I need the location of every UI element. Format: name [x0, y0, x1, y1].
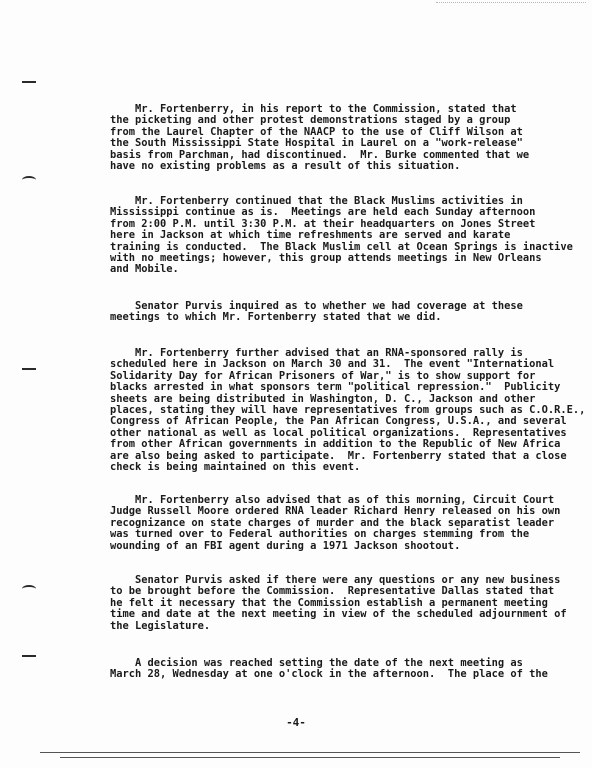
margin-mark: [22, 368, 36, 370]
margin-mark: [22, 81, 36, 83]
bottom-rule: [60, 757, 560, 758]
bottom-rule: [40, 752, 580, 753]
margin-mark: [22, 585, 36, 593]
paragraph-rna-rally: Mr. Fortenberry further advised that an RNA-sponsored rally is scheduled here in Jackson on March 30 and 31. The event "International Solidarity Day for African Prisoners of War," is to show support for blacks arrested in what sponsors term "political repression." Publicity sheets are being distributed in Washington, D. C., Jackson and other places, stating they will have representatives from groups such as C.O.R.E., Congress of African People, the Pan African Congress, U.S.A., and several other national as well as local political organizations. Representatives from other African governments in addition to the Republic of New Africa are also being asked to participate. Mr. Fortenberry stated that a close check is being maintained on this event.: [110, 347, 586, 474]
page-number: -4-: [286, 716, 306, 729]
paragraph-circuit-court: Mr. Fortenberry also advised that as of this morning, Circuit Court Judge Russell Moore ordered RNA leader Richard Henry released on his own recognizance on state charges of murder and the black separatist leader was turned over to Federal authorities on charges stemming from the wounding of an FBI agent during a 1971 Jackson shootout.: [110, 494, 561, 552]
paragraph-picketing: Mr. Fortenberry, in his report to the Commission, stated that the picketing and other protest demonstrations staged by a group from the Laurel Chapter of the NAACP to the use of Cliff Wilson at the South Mississippi State Hospital in Laurel on a "work-release" basis from Parchman, had discontinued. Mr. Burke commented that we have no existing problems as a result of this situation.: [110, 103, 530, 173]
paragraph-new-business: Senator Purvis asked if there were any questions or any new business to be brought before the Commission. Representative Dallas stated that he felt it necessary that the Commission establish a permanent meeting time and date at the next meeting in view of the scheduled adjournment of the Legislature.: [110, 574, 567, 632]
paragraph-coverage: Senator Purvis inquired as to whether we had coverage at these meetings to which Mr. Fortenberry stated that we did.: [110, 300, 523, 324]
margin-mark: [22, 176, 36, 184]
paragraph-black-muslims: Mr. Fortenberry continued that the Black Muslims activities in Mississippi continue as is. Meetings are held each Sunday afternoon from 2:00 P.M. until 3:30 P.M. at their headquarters on Jones Street here in Jackson at which time refreshments are served and karate training is conducted. The Black Muslim cell at Ocean Springs is inactive with no meetings; however, this group attends meetings in New Orleans and Mobile.: [110, 195, 573, 276]
paragraph-next-meeting: A decision was reached setting the date of the next meeting as March 28, Wednesday at one o'clock in the afternoon. The place of the: [110, 657, 548, 681]
top-edge-dots: [436, 2, 586, 3]
margin-mark: [22, 655, 36, 657]
